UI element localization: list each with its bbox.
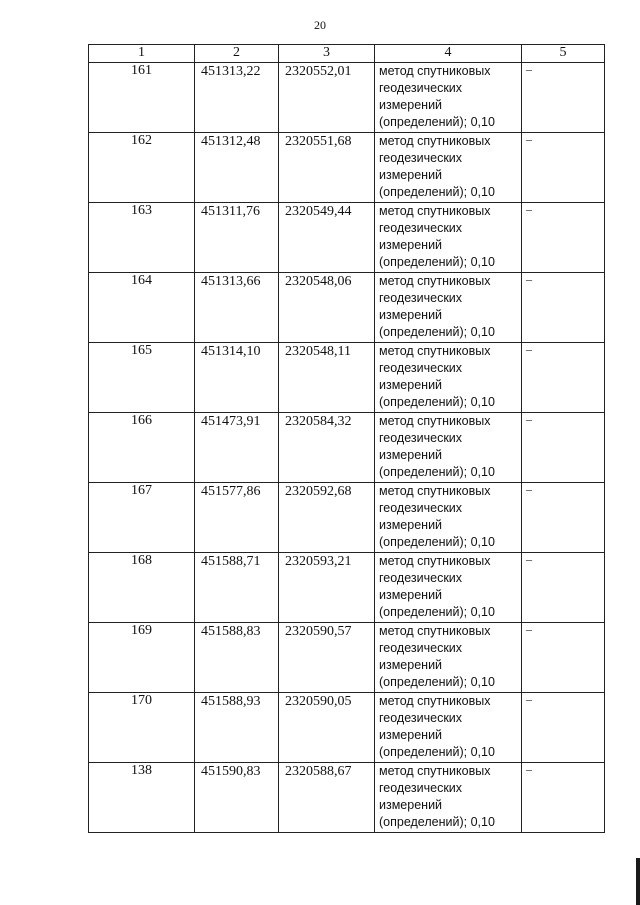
method-text-line: измерений — [379, 658, 443, 672]
method-cell — [375, 133, 522, 203]
table-row — [89, 203, 605, 273]
method-text-line: измерений — [379, 728, 443, 742]
x-coordinate-cell: 451312,48 — [195, 133, 279, 203]
table-row — [89, 553, 605, 623]
method-text-line: (определений); 0,10 — [379, 815, 495, 829]
note-cell: – — [522, 763, 605, 833]
note-cell: – — [522, 63, 605, 133]
x-coordinate-cell: 451311,76 — [195, 203, 279, 273]
point-number-cell: 164 — [89, 273, 195, 343]
method-text-line: метод спутниковых — [379, 624, 491, 638]
x-coordinate-cell: 451588,71 — [195, 553, 279, 623]
point-number-cell: 165 — [89, 343, 195, 413]
method-cell — [375, 273, 522, 343]
note-cell: – — [522, 693, 605, 763]
note-cell: – — [522, 133, 605, 203]
method-cell — [375, 553, 522, 623]
y-coordinate-cell: 2320592,68 — [279, 483, 375, 553]
note-cell: – — [522, 203, 605, 273]
method-text-line: (определений); 0,10 — [379, 745, 495, 759]
page-number: 20 — [314, 18, 326, 32]
method-text-line: метод спутниковых — [379, 694, 491, 708]
table-row — [89, 63, 605, 133]
method-text-line: метод спутниковых — [379, 414, 491, 428]
method-text-line: метод спутниковых — [379, 344, 491, 358]
method-text-line: измерений — [379, 378, 443, 392]
point-number-cell: 168 — [89, 553, 195, 623]
table-row — [89, 623, 605, 693]
table-header-row — [89, 45, 605, 63]
method-text-line: метод спутниковых — [379, 764, 491, 778]
x-coordinate-cell: 451588,93 — [195, 693, 279, 763]
x-coordinate-cell: 451313,66 — [195, 273, 279, 343]
table-row — [89, 133, 605, 203]
table-row — [89, 763, 605, 833]
method-text-line: геодезических — [379, 571, 463, 585]
method-cell — [375, 203, 522, 273]
method-text-line: геодезических — [379, 361, 463, 375]
point-number-cell: 138 — [89, 763, 195, 833]
method-text-line: геодезических — [379, 641, 463, 655]
method-text-line: (определений); 0,10 — [379, 395, 495, 409]
method-text-line: (определений); 0,10 — [379, 535, 495, 549]
method-text-line: метод спутниковых — [379, 204, 491, 218]
method-text-line: геодезических — [379, 291, 463, 305]
x-coordinate-cell: 451577,86 — [195, 483, 279, 553]
y-coordinate-cell: 2320590,05 — [279, 693, 375, 763]
table-row — [89, 693, 605, 763]
method-text-line: геодезических — [379, 151, 463, 165]
method-cell — [375, 693, 522, 763]
note-cell: – — [522, 483, 605, 553]
method-text-line: геодезических — [379, 781, 463, 795]
method-text-line: (определений); 0,10 — [379, 115, 495, 129]
method-text-line: измерений — [379, 238, 443, 252]
x-coordinate-cell: 451314,10 — [195, 343, 279, 413]
method-text-line: метод спутниковых — [379, 274, 491, 288]
method-text-line: измерений — [379, 168, 443, 182]
x-coordinate-cell: 451590,83 — [195, 763, 279, 833]
method-cell — [375, 413, 522, 483]
method-cell — [375, 63, 522, 133]
point-number-cell: 163 — [89, 203, 195, 273]
note-cell: – — [522, 413, 605, 483]
point-number-cell: 169 — [89, 623, 195, 693]
method-text-line: геодезических — [379, 221, 463, 235]
point-number-cell: 166 — [89, 413, 195, 483]
method-text-line: (определений); 0,10 — [379, 675, 495, 689]
x-coordinate-cell: 451473,91 — [195, 413, 279, 483]
method-text-line: (определений); 0,10 — [379, 255, 495, 269]
table-row — [89, 343, 605, 413]
column-header: 3 — [279, 45, 375, 63]
method-text-line: метод спутниковых — [379, 484, 491, 498]
y-coordinate-cell: 2320549,44 — [279, 203, 375, 273]
note-cell: – — [522, 553, 605, 623]
y-coordinate-cell: 2320584,32 — [279, 413, 375, 483]
coordinates-table — [88, 44, 605, 833]
method-text-line: измерений — [379, 448, 443, 462]
note-cell: – — [522, 273, 605, 343]
x-coordinate-cell: 451313,22 — [195, 63, 279, 133]
method-cell — [375, 483, 522, 553]
method-text-line: (определений); 0,10 — [379, 605, 495, 619]
y-coordinate-cell: 2320548,11 — [279, 343, 375, 413]
table-body — [89, 63, 605, 833]
column-header: 4 — [375, 45, 522, 63]
y-coordinate-cell: 2320551,68 — [279, 133, 375, 203]
column-header: 1 — [89, 45, 195, 63]
method-text-line: (определений); 0,10 — [379, 185, 495, 199]
y-coordinate-cell: 2320548,06 — [279, 273, 375, 343]
method-text-line: (определений); 0,10 — [379, 325, 495, 339]
method-cell — [375, 343, 522, 413]
scan-edge-mark — [636, 858, 640, 905]
method-cell — [375, 763, 522, 833]
method-text-line: геодезических — [379, 81, 463, 95]
method-text-line: метод спутниковых — [379, 64, 491, 78]
point-number-cell: 161 — [89, 63, 195, 133]
method-text-line: геодезических — [379, 501, 463, 515]
table-row — [89, 413, 605, 483]
x-coordinate-cell: 451588,83 — [195, 623, 279, 693]
method-text-line: измерений — [379, 518, 443, 532]
method-text-line: метод спутниковых — [379, 134, 491, 148]
method-text-line: геодезических — [379, 431, 463, 445]
table-row — [89, 273, 605, 343]
method-text-line: (определений); 0,10 — [379, 465, 495, 479]
column-header: 2 — [195, 45, 279, 63]
note-cell: – — [522, 343, 605, 413]
point-number-cell: 170 — [89, 693, 195, 763]
method-text-line: измерений — [379, 98, 443, 112]
method-text-line: измерений — [379, 588, 443, 602]
point-number-cell: 167 — [89, 483, 195, 553]
y-coordinate-cell: 2320593,21 — [279, 553, 375, 623]
method-text-line: метод спутниковых — [379, 554, 491, 568]
column-header: 5 — [522, 45, 605, 63]
note-cell: – — [522, 623, 605, 693]
method-text-line: геодезических — [379, 711, 463, 725]
y-coordinate-cell: 2320552,01 — [279, 63, 375, 133]
table-row — [89, 483, 605, 553]
y-coordinate-cell: 2320590,57 — [279, 623, 375, 693]
point-number-cell: 162 — [89, 133, 195, 203]
method-text-line: измерений — [379, 798, 443, 812]
y-coordinate-cell: 2320588,67 — [279, 763, 375, 833]
method-text-line: измерений — [379, 308, 443, 322]
method-cell — [375, 623, 522, 693]
